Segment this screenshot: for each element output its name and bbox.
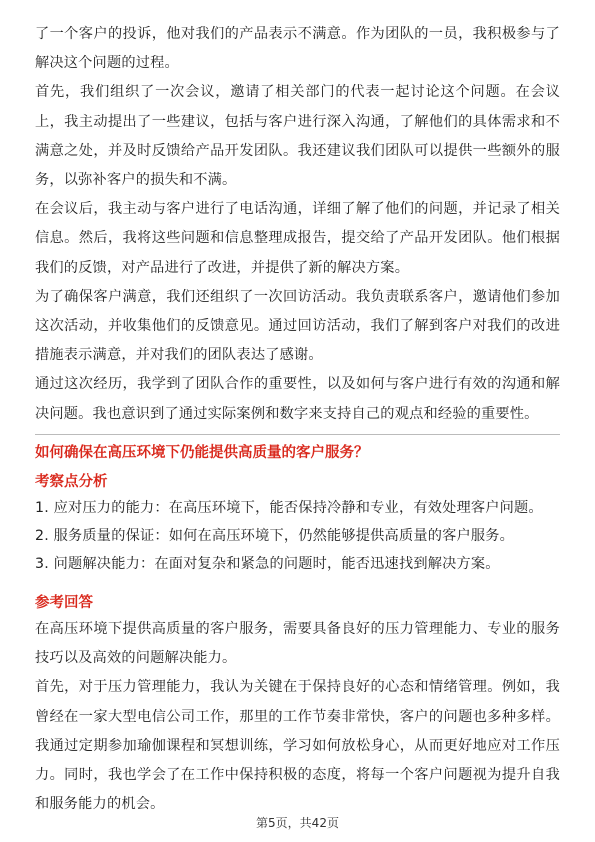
top-section xyxy=(35,20,560,429)
paragraph: 为了确保客户满意，我们还组织了一次回访活动。我负责联系客户，邀请他们参加这次活动，并收集他们的反馈意见。通过回访活动，我们了解到客户对我们的改进措施表示满意，并对我们的团队表达了感谢。 xyxy=(35,288,560,364)
analysis-item: 2. 服务质量的保证：如何在高压环境下，仍然能够提供高质量的客户服务。 xyxy=(35,528,515,544)
paragraph: 通过这次经历，我学到了团队合作的重要性，以及如何与客户进行有效的沟通和解决问题。我也意识到了通过实际案例和数字来支持自己的观点和经验的重要性。 xyxy=(35,376,560,422)
paragraph: 了一个客户的投诉，他对我们的产品表示不满意。作为团队的一员，我积极参与了解决这个问题的过程。 xyxy=(35,26,560,72)
answer-section xyxy=(35,591,560,819)
page-number: 第5页，共42页 xyxy=(256,816,339,830)
answer-paragraph: 首先，对于压力管理能力，我认为关键在于保持良好的心态和情绪管理。例如，我曾经在一家大型电信公司工作，那里的工作节奏非常快，客户的问题也多种多样。我通过定期参加瑜伽课程和冥想训练，学习如何放松身心，从而更好地应对工作压力。同时，我也学会了在工作中保持积极的态度，将每一个客户问题视为提升自我和服务能力的机会。 xyxy=(35,679,560,813)
question-heading: 如何确保在高压环境下仍能提供高质量的客户服务？ xyxy=(35,445,369,461)
analysis-heading: 考察点分析 xyxy=(35,474,108,490)
analysis-item: 3. 问题解决能力：在面对复杂和紧急的问题时，能否迅速找到解决方案。 xyxy=(35,556,500,572)
paragraph: 在会议后，我主动与客户进行了电话沟通，详细了解了他们的问题，并记录了相关信息。然后，我将这些问题和信息整理成报告，提交给了产品开发团队。他们根据我们的反馈，对产品进行了改进，并提供了新的解决方案。 xyxy=(35,201,560,276)
answer-paragraph: 在高压环境下提供高质量的客户服务，需要具备良好的压力管理能力、专业的服务技巧以及高效的问题解决能力。 xyxy=(35,621,560,667)
analysis-section xyxy=(35,470,560,578)
paragraph: 首先，我们组织了一次会议，邀请了相关部门的代表一起讨论这个问题。在会议上，我主动提出了一些建议，包括与客户进行深入沟通，了解他们的具体需求和不满意之处，并及时反馈给产品开发团队。我还建议我们团队可以提供一些额外的服务，以弥补客户的损失和不满。 xyxy=(35,84,560,189)
section-divider xyxy=(35,434,560,435)
analysis-item: 1. 应对压力的能力：在高压环境下，能否保持冷静和专业，有效处理客户问题。 xyxy=(35,500,543,516)
answer-heading: 参考回答 xyxy=(35,595,93,611)
